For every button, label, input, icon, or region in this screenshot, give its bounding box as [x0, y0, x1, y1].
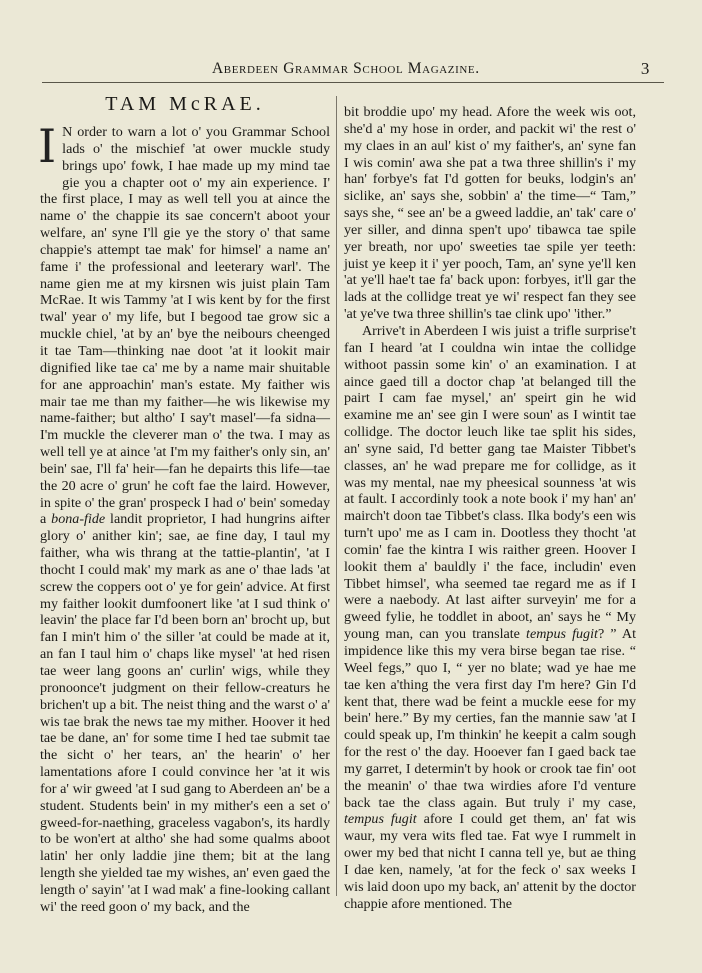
- paragraph-text: Arrive't in Aberdeen I wis juist a trifle surprise't fan I heard 'at I couldna win intae the collidge withoot passin some kin' o' an examination. I at aince gaed till a doctor chap 'at belanged till the pairt I cam fae mysel,' an' speirt gin he wid examine me an' see gin I were soun' as I wintit tae collidge. The doctor leuch like tae split his sides, an' syne said, I'd better gang tae Maister Tibbet's classes, an' he wad prepare me for collidge, as it was my mental, nae my pheesical sounness 'at wis at fault. I accordinly took a note book i' my han' an' mairch't doon tae Tibbet's class. Ilka body's een wis turn't upo' me as I cam in. Dootless they thocht 'at comin' fae the kintra I wis raither green. Hoover I lookit them a' bauldly i' the face, includin' even Tibbet himsel', wha seemed tae regard me as if I were a naebody. At last aifter surveyin' me for a gweed fylie, he toddlet in aboot, an' says he “ My young man, can you translate: [344, 322, 636, 643]
- italic-phrase: bona-fide: [51, 511, 106, 528]
- paragraph-text: N order to warn a lot o' you Grammar School lads o' the mischief 'at ower muckle study brings upo' fowk, I hae made up my mind tae gie you a chapter oot o' my ain experience. I' the first place, I may as well tell you at aince the name o' the chappie its sae concern't aboot your welfare, an' syne I'll gie ye the story o' that same chappie's attempt tae mak' for himsel' a name an' fame i' the professional and leeterary warl'. The name gien me at my kirsnen wis juist plain Tam McRae. It wis Tammy 'at I wis kent by for the first twal' year o' my life, but I begood tae grow sic a muckle chiel, 'at by an' bye the neibours cheenged it tae Tam—thinking nae doot 'at it lookit mair dignified like tae ca' me by a name mair shuitable for ane approachin' man's estate. My faither wis mair tae me than my faither—he wis likewise my name-faither; but altho' I say't masel'—fa sidna—I'm muckle the cleverer man o' the twa. I may as well tell ye at aince 'at I'm my faither's only sin, an' bein' sae, I'll fa' heir—fan he depairts this life—tae the 20 acre o' grun' he coft fae the laird. However, in spite o' the gran' prospeck I had o' bein' someday a: [40, 124, 330, 528]
- paragraph-text: afore I could get them, an' fat wis waur, my vera wits fled tae. Fat wye I rummelt in ower my bed that nicht I canna tell ye, but ae thing I dae ken, namely, 'at for the feck o' sax weeks I wis laid doon upo my back, an' attenit by the doctor chappie afore mentioned. The: [344, 811, 636, 912]
- paragraph-text: ? ” At impidence like this my vera birse began tae rise. “ Weel fegs,” quo I, “ yer no blate; wad ye hae me tae ken a'thing the vera first day I'm here? Gin I'd kent that, there wad be feint a muckle eese for my bein' here.” By my certies, fan the mannie saw 'at I could speak up, I'm thinkin' he keepit a calm sough for the rest o' the day. Hooever fan I gaed back tae my garret, I determin't by hook or crook tae fin' oot the meanin' o' thae twa wirdies afore I'd venture back tae the class again. But truly i' my case,: [344, 626, 636, 811]
- article-title: TAM McRAE.: [105, 93, 265, 115]
- running-header: [40, 58, 662, 82]
- italic-phrase-repeat: tempus fugit: [344, 811, 417, 828]
- italic-phrase: tempus fugit: [526, 626, 598, 643]
- opening-paragraph: [38, 119, 331, 916]
- header-rule: [42, 82, 664, 83]
- drop-cap: I: [38, 119, 57, 173]
- paragraph-text: landit proprietor, I had hungrins aifter glory o' anither kin'; sae, ae fine day, I taul my faither, wha wis thrang at the tattie-plantin', 'at I thocht I could mak' my mark as ane o' thae lads 'at screw the coppers oot o' ye for gein' advice. At first my faither lookit dumfoonert like 'at I sud think o' leavin' the place far I'd been born an' brocht up, but fan I min't him o' the siller 'at could be made at it, an fan I taul him o' chaps like mysel' 'at hed risen tae weer lang goons an' curlin' wigs, while they pronoonce't judgment on their fellow-creaturs he brichen't up a bit. The neist thing and the warst o' a' wis tae brak the news tae my mither. Hoover it hed tae be dane, an' for some time I hed tae submit tae the sicht o' her tears, an' the hearin' o' her lamentations afore I could convince her 'at it wis for a' wir gweed 'at I sud gang to Aberdeen an' be a student. Students bein' in my mither's een a set o' gweed-for-naething, graceless vagabon's, its hardly to be won'ert at altho' she had some qualms aboot latin' her only laddie jine them; bit at the lang length she yielded tae my wishes, an' even gaed the length o' sayin' 'at I wad mak' a fine-looking callant wi' the reed goon o' my back, and the: [40, 511, 331, 915]
- page-number: 3: [640, 59, 650, 78]
- magazine-title: Aberdeen Grammar School Magazine.: [212, 60, 480, 77]
- column-divider: [336, 96, 337, 896]
- continued-paragraph: bit broddie upo' my head. Afore the week wis oot, she'd a' my hose in order, and packit wi' the rest o' my claes in an aul' kist o' my faither's, an' syne fan I wis comin' awa she pat a twa three shillin's i' my han' forbye's fat I'd gotten for beuks, lodgin's an' siclike, an' says she, sobbin' a' the time—“ Tam,” says she, “ see an' be a gweed laddie, an' tak' care o' yer siller, and dinna spen't upo' tibawca tae spile yer breath, nor upo' sweeties tae spile yer teeth: juist ye keep it i' yer pooch, Tam, an' syne ye'll ken 'at ye'll hae't tae fa' back upon: forbyes, it'll gar the lads at the collidge treat ye wi' respect fan they see 'at ye've twa three shillin's tae clink upo' 'ither.”: [344, 104, 636, 323]
- paragraph: [344, 323, 636, 913]
- right-column: [344, 104, 636, 913]
- left-column: [38, 93, 331, 916]
